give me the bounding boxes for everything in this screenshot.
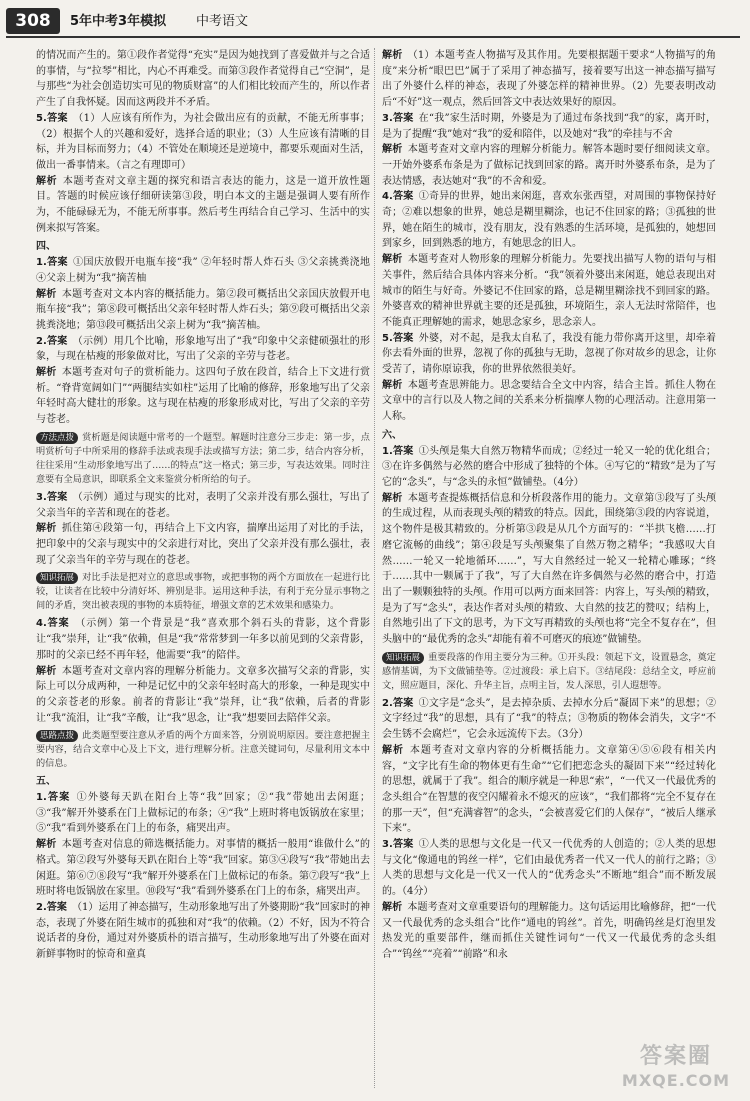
answer-label: 2.答案 [36, 901, 67, 913]
tip-box [36, 571, 370, 613]
answer-paragraph [382, 837, 716, 900]
answer-label: 解析 [36, 367, 57, 379]
book-title: 5年中考3年模拟 [70, 14, 167, 29]
answer-label: 4.答案 [382, 191, 414, 203]
answer-paragraph [36, 334, 370, 365]
answer-paragraph [36, 664, 370, 727]
answer-label: 解析 [382, 50, 403, 61]
answer-paragraph [382, 142, 716, 189]
paragraph-text: ①外婆每天趴在阳台上等“我”回家；②“我”带她出去闲逛；③“我”解开外婆系在门上做标记的布条；④“我”上班时将电饭锅放在家里；⑤“我”看到外婆系在门上的布条，痛哭出声。 [36, 792, 370, 835]
watermark-line-1: 答案圈 [639, 1044, 712, 1069]
answer-label: 3.答案 [36, 491, 68, 503]
answer-paragraph [382, 252, 716, 331]
answer-label: 解析 [382, 379, 403, 391]
answer-paragraph [36, 174, 370, 237]
answer-label: 1.答案 [36, 257, 68, 269]
answer-label: 3.答案 [382, 112, 414, 124]
paragraph-text: 本题考查对文章内容的理解分析能力。文章多次描写父亲的背影，实际上可以分成两种，一种是记忆中的父亲年轻时高大的形象，一种是现实中的父亲苍老的形象。前者的背影让“我”崇拜，让“我”依赖，后者的背影让“我”流泪，让“我”辛酸，让“我”思念，让“我”想要回去陪伴父亲。 [36, 665, 370, 724]
answer-label: 2.答案 [36, 335, 68, 347]
paragraph-text: 本题考查对文章主题的探究和语言表达的能力，这是一道开放性题目。答题的时候应该仔细研读第③段，明白本文的主题是强调人要有所作为，不能碌碌无为，不能无所事事。然后考生再结合自己学习、生活中的实例来拟写答案。 [36, 175, 370, 234]
tip-text: 重要段落的作用主要分为三种。①开头段：领起下文，设置悬念，奠定感情基调，为下文做铺垫等。②过渡段：承上启下。③结尾段：总结全文，呼应前文，照应题目，深化、升华主旨，点明主旨，发人深思，引人遐想等。 [382, 651, 716, 691]
answer-label: 1.答案 [382, 445, 414, 457]
tip-tag: 思路点拨 [36, 730, 78, 742]
paragraph-text: ①奇异的世界，她出来闲逛，喜欢东张西望，对周围的事物保持好奇；②难以想象的世界，她总是糊里糊涂，也记不住回家的路；③孤独的世界，她在陌生的城市，没有朋友，没有熟悉的生活环境，是孤独的，她想回到家乡，回到熟悉的地方，有她思念的旧人。 [382, 191, 716, 250]
watermark-line-2: MXQE.COM [621, 1071, 731, 1090]
paragraph-text: 本题考查对句子的赏析能力。这四句子放在段首，结合上下文进行赏析。“脊背宽阔如门”“两腿结实如柱”运用了比喻的修辞，形象地写出了父亲年轻时高大健壮的形象。这与现在枯瘦的形象形成对比，写出了父亲的辛劳与苍老。 [36, 367, 370, 426]
answer-paragraph [36, 900, 370, 963]
answer-label: 解析 [36, 665, 57, 677]
answer-label: 解析 [36, 175, 58, 187]
tip-text: 对比手法是把对立的意思或事物，或把事物的两个方面放在一起进行比较，让读者在比较中分清好坏、辨别是非。运用这种手法，有利于充分显示事物之间的矛盾，突出被表现的事物的本质特征，增强文章的艺术效果和感染力。 [36, 572, 370, 612]
paragraph-text: 抓住第④段第一句，再结合上下文内容，揣摩出运用了对比的手法，把印象中的父亲与现实中的父亲进行对比，突出了父亲并没有那么强壮，表现了父亲当年的辛劳与现在的苍老。 [36, 523, 370, 566]
answer-paragraph [382, 743, 716, 837]
paragraph-text: （1）人应该有所作为，为社会做出应有的贡献，不能无所事事；（2）根据个人的兴趣和爱好，选择合适的职业；（3）人生应该有清晰的目标，并为目标而努力；（4）不管处在顺境还是逆境中，都要乐观面对生活，做出一番事情来。（言之有理即可） [36, 112, 370, 171]
answer-paragraph [382, 491, 716, 648]
book-subject: 中考语文 [196, 14, 249, 29]
answer-paragraph [382, 331, 716, 378]
answer-paragraph [382, 900, 716, 963]
tip-tag: 知识拓展 [36, 572, 78, 584]
paragraph-text: ①人类的思想与文化是一代又一代优秀的人创造的；②人类的思想与文化“像通电的钨丝一样”，它们由最优秀者一代又一代人的前行之路；③人类的思想与文化是一代又一代人的“优秀念头”不断地“组合”而不断发展的。（4分） [382, 839, 716, 898]
answer-label: 解析 [36, 288, 57, 300]
page-header [0, 0, 750, 40]
answer-label: 1.答案 [36, 792, 71, 804]
paragraph-text: （1）运用了神态描写，生动形象地写出了外婆期盼“我”回家时的神态，表现了外婆在陌生城市的孤独和对“我”的依赖。（2）不好，因为不符合说话者的身份，通过对外婆质朴的语言描写，生动形象地写出了外婆在面对新鲜事物时的惊奇和童真 [36, 901, 370, 961]
paragraph-text: 本题考查对信息的筛选概括能力。对事情的概括一般用“谁做什么”的格式。第②段写外婆每天趴在阳台上等“我”回家。第③④段写“我”带她出去闲逛。第⑥⑦⑧段写“我”解开外婆系在门上做标记的布条。第⑦段写“我”上班时将电饭锅放在家里。⑩段写“我”看到外婆系在门上的布条，痛哭出声。 [36, 839, 370, 898]
left-column [36, 48, 370, 1088]
paragraph-text: 外婆，对不起，是我太自私了，我没有能力带你离开这里，却牵着你去看外面的世界，忽视了你的孤独与无助，忽视了你对故乡的思念，让你受苦了，请你原谅我，你的世界依然很美好。 [382, 332, 716, 376]
section-heading: 五、 [36, 776, 56, 788]
paragraph-text: ①头颅是集大自然万物精华而成；②经过一轮又一轮的优化组合；③在许多偶然与必然的磨合中形成了独特的个体。④写它的“精致”是为了写它的“念头”，与“念头的永恒”做铺垫。（4分） [382, 445, 716, 488]
paragraph-text: 本题考查提炼概括信息和分析段落作用的能力。文章第③段写了头颅的生成过程，从而表现头颅的精致的特点。因此，围绕第③段的内容说道，这个物件是极其精致的。分析第③段是从几个方面写的：“半拱飞檐……打磨它流畅的曲线”；第④段是写头颅聚集了自然万物之精华；“我感叹大自然……一轮又一轮地循环……”，写大自然经过一轮又一轮精心雕琢；“终于……其中一颗属于了我”，写了大自然在许多偶然与必然的磨合中，打造出了一颗颗独特的头颅。作用可以两方面来回答：内容上，写头颅的精致，是为了写“念头”，表达作者对头颅的精致、大自然的技艺的赞叹；结构上，自然地引出了下文的思考，为下文写再精致的头颅也将“完全不复存在”，但头脑中的“最优秀的念头”却能有着不可磨灭的痕迹”做铺垫。 [382, 492, 716, 646]
answer-paragraph [382, 696, 716, 743]
answer-paragraph [36, 616, 370, 663]
answer-paragraph [36, 255, 370, 286]
answer-label: 解析 [382, 492, 403, 504]
tip-tag: 知识拓展 [382, 652, 424, 664]
paragraph-text: （示例）用几个比喻，形象地写出了“我”印象中父亲健硕强壮的形象，与现在枯瘦的形象做对比，写出了父亲的辛劳与苍老。 [36, 335, 370, 363]
paragraph-text: 本题考查对文章内容的理解分析能力。解答本题时要仔细阅读文章。一开始外婆系布条是为了做标记找到回家的路。离开时外婆系布条，是为了表达情感，表达她对“我”的不舍和爱。 [382, 144, 716, 187]
paragraph-text: ①国庆放假开电瓶车接“我” ②年轻时帮人炸石头 ③父亲挑粪浇地 ④父亲上树为“我”摘苦柚 [36, 257, 370, 284]
answer-paragraph [382, 189, 716, 252]
tip-text: 此类题型要注意从矛盾的两个方面来答，分别说明原因。要注意把握主要内容，结合文章中心及上下文，进行理解分析。注意关键词句，尽量利用文本中的信息。 [36, 730, 370, 770]
paragraph-text: 本题考查对文章内容的分析概括能力。文章第④⑤⑥段有相关内容，“文字比有生命的物体更有生命”“它们把恋念头的凝固下来”“经过转化的思想，就属于了我”。组合的顺序就是一种思“索”，“一代又一代最优秀的念头组合”在智慧的夜空闪耀着永不熄灭的应该”，“我们都将“完全不复存在的那一天”，但“充满睿智”的念头，“会被喜爱它们的人保存”，“被后人继承下来”。 [382, 744, 716, 835]
paragraph-text: （1）本题考查人物描写及其作用。先要根据题干要求“人物描写的角度”来分析“眼巴巴”属于了采用了神态描写，接着要写出这一神态描写描写出了外婆什么样的神态，表现了外婆怎样的精神世界。（2）先要表明改动后“不好”这一观点，然后回答文中表达效果好的原因。 [382, 50, 716, 109]
answer-label: 解析 [382, 901, 403, 913]
answer-label: 5.答案 [36, 112, 68, 124]
paragraph-text: （示例）第一个背景是“我”喜欢那个斜石头的背影，这个背影让“我”崇拜，让“我”依赖，但是“我”常常梦到一年多以前见到的父亲背影，那时的父亲已经不再年轻，他需要“我”的陪伴。 [36, 618, 370, 661]
answer-paragraph [36, 490, 370, 521]
answer-paragraph [36, 287, 370, 334]
column-divider [374, 48, 375, 1088]
tip-text: 赏析题是阅读题中常考的一个题型。解题时注意分三步走：第一步，点明赏析句子中所采用的修辞手法或表现手法或描写方法；第二步，结合内容分析，往往采用“生动形象地写出了……的特点”这一格式；第三步，写表达效果。同时注意要有全局意识，即联系全文来鉴赏分析所给的句子。 [36, 431, 370, 485]
paragraph-text: 本题考查思辨能力。思念要结合全文中内容，结合主旨。抓住人物在文章中的言行以及人物之间的关系来分析揣摩人物的心理活动。注意用第一人称。 [382, 379, 716, 423]
answer-paragraph [36, 521, 370, 568]
paragraph-text: （示例）通过与现实的比对，表明了父亲并没有那么强壮，写出了父亲当年的辛苦和现在的苍老。 [36, 491, 370, 519]
page-number: 308 [6, 8, 60, 34]
paragraph-text: 本题考查对人物形象的理解分析能力。先要找出描写人物的语句与相关事件，然后结合具体内容来分析。“我”领着外婆出来闲逛，她总表现出对城市的陌生与好奇。外婆记不住回家的路，总是糊里糊涂找不到回家的路。外婆喜欢的精神世界就主要的还是孤独，环境陌生，亲人无法时常陪伴，也不能真正理解她的需求，她思念家乡，思念亲人。 [382, 254, 716, 328]
answer-paragraph [382, 378, 716, 425]
tip-box [382, 651, 716, 693]
paragraph-text: ①文字是“念头”，是去掉杂质、去掉水分后“凝固下来”的思想；②文字经过“我”的思想，具有了“我”的特点；③物质的物体会消失，文字“不会生锈不会腐烂”，它会永远流传下去。（3分） [382, 697, 716, 741]
header-rule [6, 36, 740, 38]
answer-label: 解析 [382, 144, 403, 156]
answer-paragraph [36, 111, 370, 174]
answer-label: 解析 [36, 839, 57, 851]
answer-label: 2.答案 [382, 697, 414, 709]
watermark [610, 1043, 742, 1097]
answer-paragraph [382, 111, 716, 142]
text-paragraph [36, 48, 370, 111]
answer-paragraph [36, 365, 370, 428]
answer-label: 3.答案 [382, 839, 414, 851]
tip-box [36, 729, 370, 771]
paragraph-text: 的情况而产生的。第①段作者觉得“充实”是因为她找到了喜爱做并与之合适的事情，与“拉琴”相比，内心不再难受。而第③段作者觉得自己“空洞”，是与那些“为社会创造切实可见的物质财富”的人们相比较而产生的，所以作者产生了自我怀疑。因而这两段并不矛盾。 [36, 50, 370, 109]
answer-label: 解析 [382, 254, 403, 266]
right-column [382, 48, 716, 1088]
section-heading: 四、 [36, 241, 56, 253]
tip-tag: 方法点拨 [36, 432, 78, 444]
tip-box [36, 431, 370, 487]
paragraph-text: 在“我”家生活时期，外婆是为了通过布条找到“我”的家，离开时，是为了提醒“我”她对“我”的爱和陪伴，以及她对“我”的牵挂与不舍 [382, 112, 716, 140]
answer-label: 解析 [382, 744, 404, 756]
answer-label: 解析 [36, 523, 57, 535]
answer-paragraph [382, 444, 716, 491]
paragraph-text: 本题考查对文本内容的概括能力。第②段可概括出父亲国庆放假开电瓶车接“我”；第⑧段可概括出父亲年轻时帮人炸石头；第⑨段可概括出父亲挑粪浇地；第⑬段可概括出父亲上树为“我”摘苦柚。 [36, 288, 370, 331]
answer-label: 4.答案 [36, 618, 70, 630]
answer-label: 5.答案 [382, 332, 414, 344]
answer-paragraph [36, 837, 370, 900]
answer-paragraph [382, 48, 716, 111]
answer-paragraph [36, 790, 370, 837]
section-heading: 六、 [382, 429, 402, 441]
paragraph-text: 本题考查对文章重要语句的理解能力。这句话运用比喻修辞，把“一代又一代最优秀的念头组合”比作“通电的钨丝”。首先，明确钨丝是灯泡里发热发光的重要部件，继而抓住关键性词句“一代又一代最优秀的念头组合”“钨丝”“亮着”“前路”和永 [382, 901, 716, 960]
